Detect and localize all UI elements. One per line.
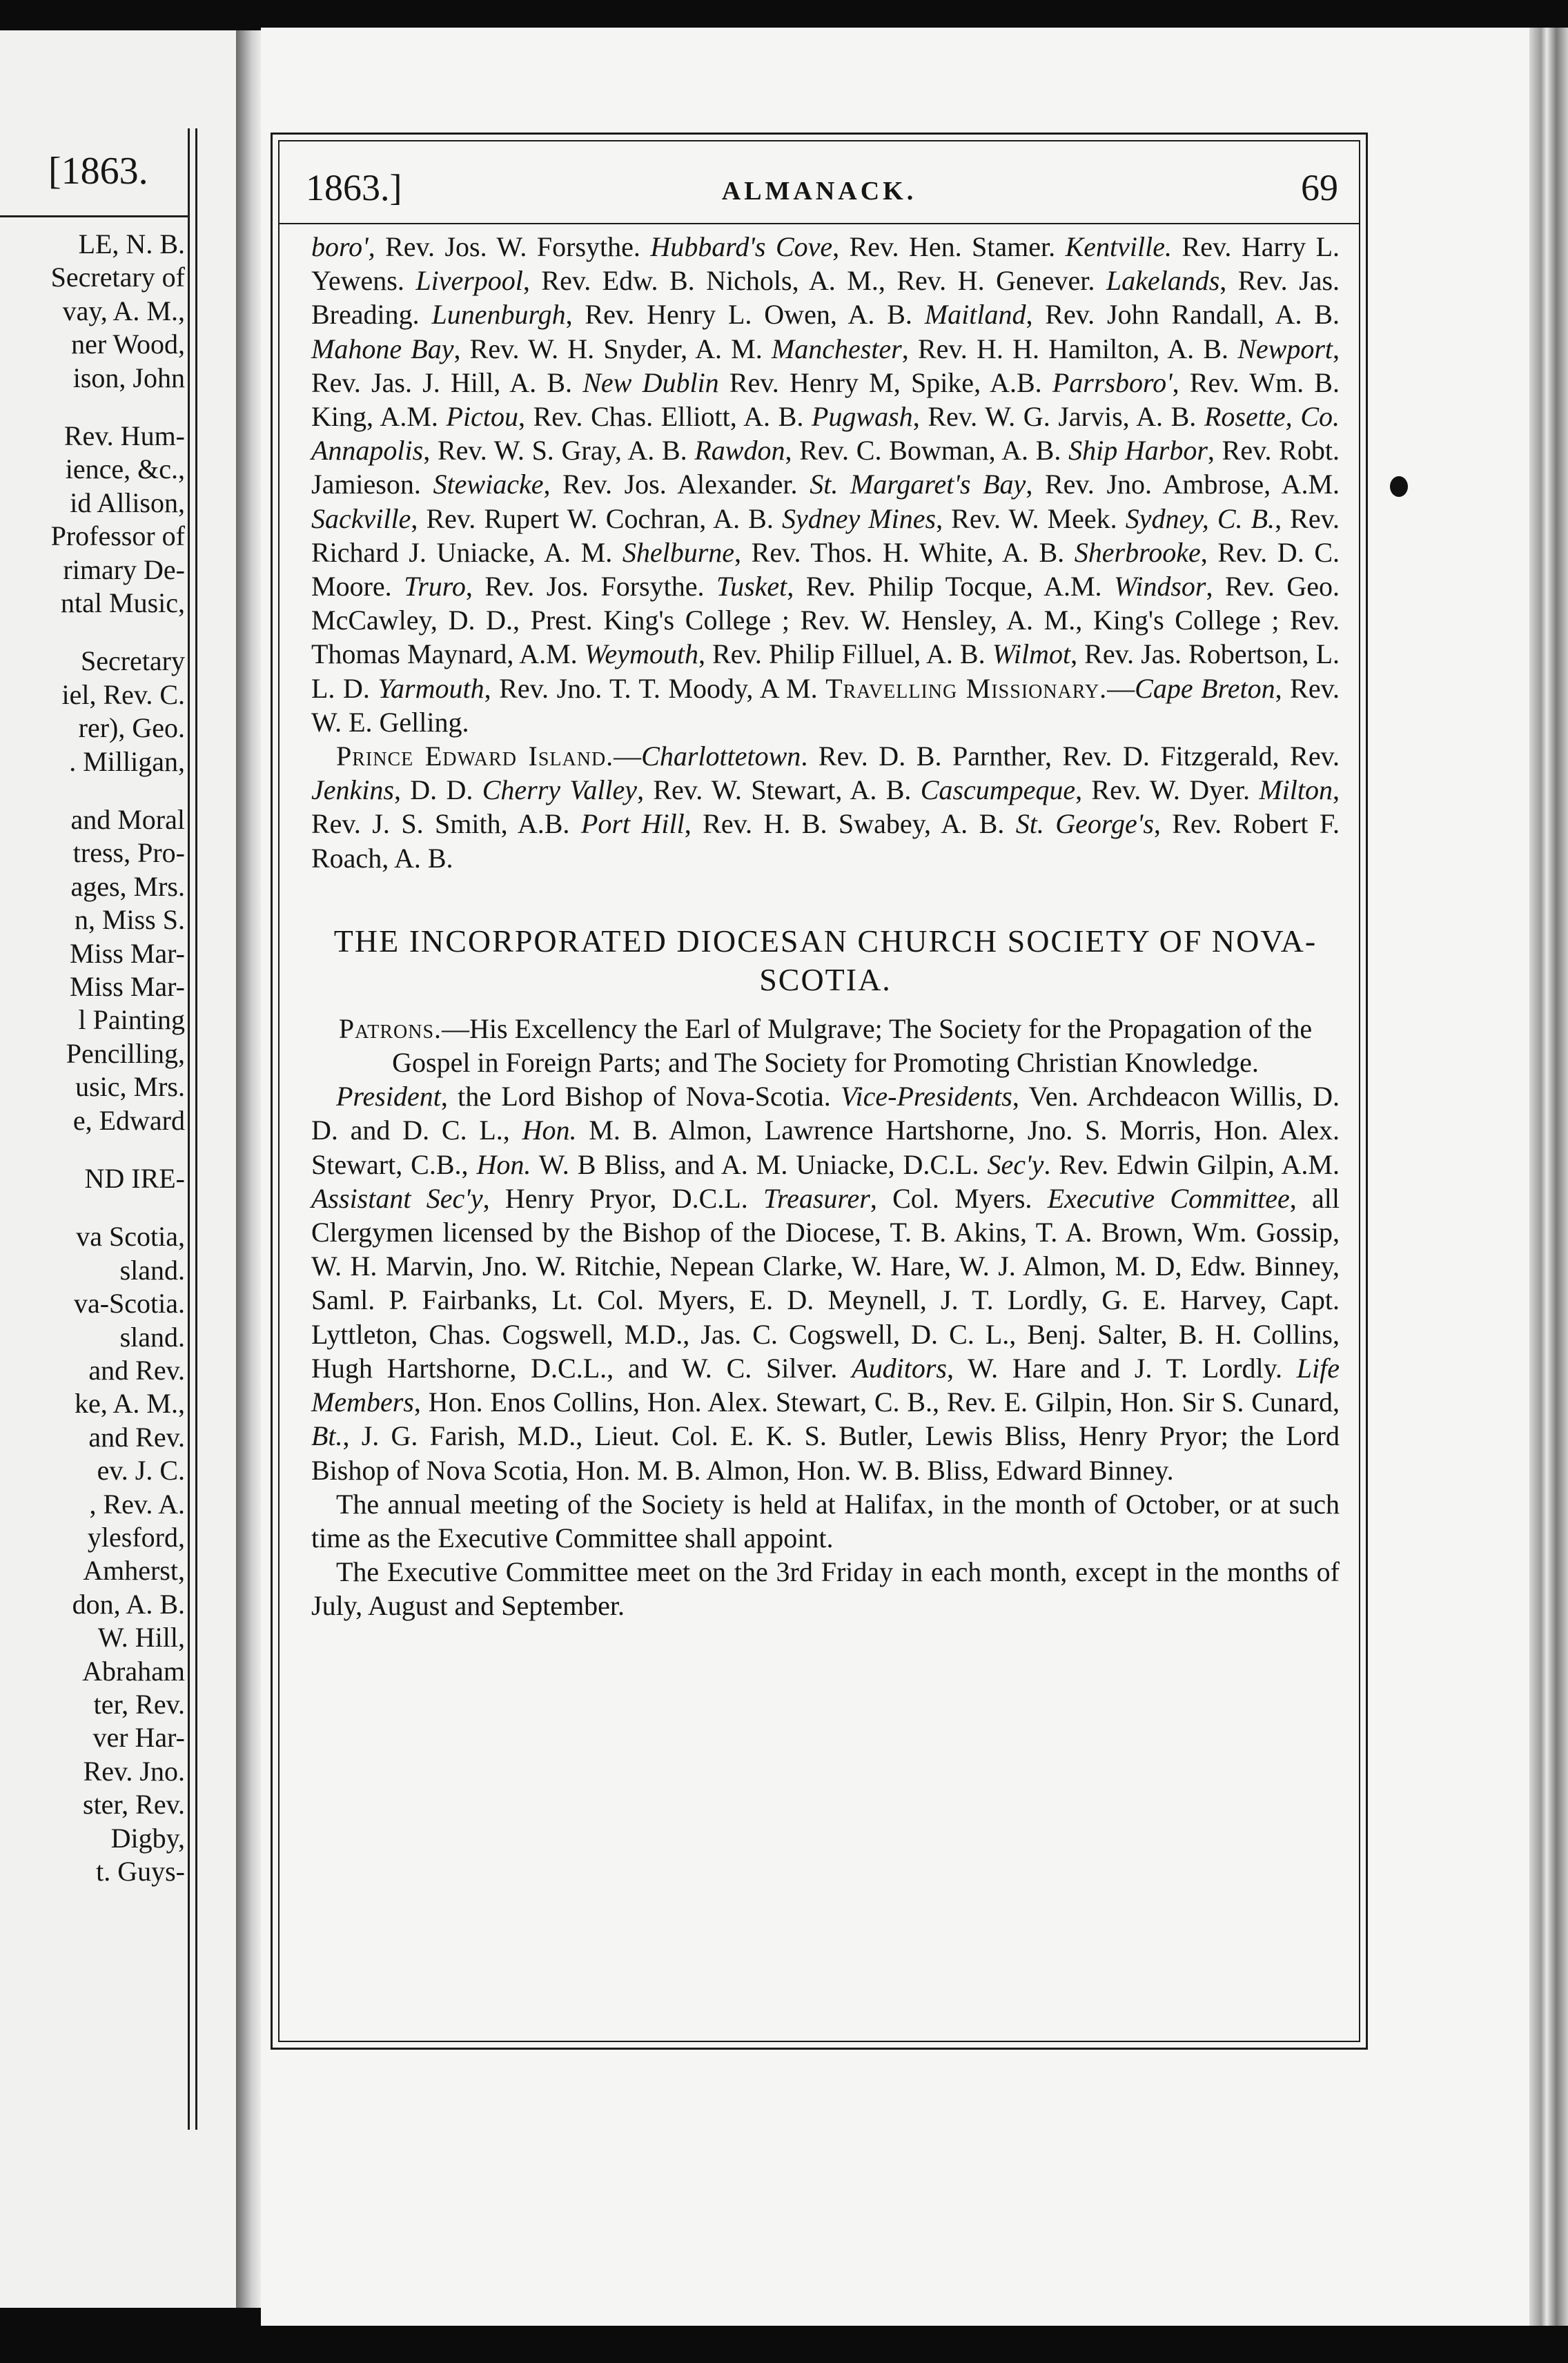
- place-name: Milton: [1259, 774, 1333, 806]
- text-run: , Rev. W. Dyer.: [1075, 774, 1260, 806]
- place-name: Rosette, Co. Annapolis: [311, 401, 1340, 467]
- place-name: Lunenburgh: [431, 299, 566, 331]
- left-page-line: Miss Mar-: [70, 937, 185, 969]
- place-name: Charlottetown: [641, 741, 801, 772]
- text-run: , Henry Pryor, D.C.L.: [482, 1182, 763, 1214]
- text-run: , the Lord Bishop of Nova-Scotia.: [440, 1081, 841, 1112]
- society-heading: THE INCORPORATED DIOCESAN CHURCH SOCIETY OF NOVA-SCOTIA.: [333, 923, 1317, 997]
- left-page-line: sland.: [119, 1254, 185, 1286]
- place-name: Pugwash: [812, 401, 913, 433]
- page-border-inner: [278, 140, 1360, 2042]
- place-name: Sydney, C. B.: [1125, 502, 1275, 534]
- place-name: Parrsboro': [1052, 366, 1173, 398]
- almanack-page: [261, 28, 1529, 2326]
- text-run: , Rev. Philip Tocque, A.M.: [787, 571, 1115, 602]
- left-page-line: Rev. Hum-: [63, 420, 185, 451]
- left-page-line: Abraham: [82, 1655, 185, 1687]
- left-page-line: ND IRE-: [84, 1163, 185, 1194]
- place-name: boro',: [311, 231, 386, 262]
- place-name: Cherry Valley: [482, 774, 638, 806]
- text-run: , Ven. Archdeacon Willis, D. D. and D. C. L.,: [311, 1081, 1340, 1146]
- place-name: Stewiacke: [433, 469, 544, 500]
- place-name: Shelburne: [622, 536, 735, 568]
- page-border-outer: [271, 133, 1368, 2050]
- place-name: Truro: [404, 571, 466, 602]
- header-rule: [280, 223, 1359, 224]
- left-facing-page: [0, 30, 236, 2308]
- place-name: Jenkins: [311, 774, 394, 806]
- place-name: Hon.: [476, 1148, 531, 1180]
- text-run: , Rev. John Randall, A. B.: [1026, 299, 1340, 331]
- left-page-line: Secretary: [80, 645, 185, 677]
- left-page-line: don, A. B.: [72, 1588, 185, 1620]
- left-page-line: Secretary of: [50, 262, 185, 293]
- place-name: President: [336, 1081, 441, 1112]
- place-name: Assistant Sec'y: [311, 1182, 483, 1214]
- left-page-line: ev. J. C.: [97, 1455, 185, 1487]
- ink-dot: [1390, 476, 1408, 497]
- pei-missions-list: [311, 739, 1340, 875]
- text-run: Rev. Henry M, Spike, A.B.: [718, 366, 1052, 398]
- place-name: Hon.: [522, 1115, 577, 1146]
- left-page-line: ylesford,: [87, 1522, 185, 1553]
- page-body: [311, 230, 1340, 1623]
- page-gutter: [236, 30, 262, 2308]
- left-page-line: tress, Pro-: [72, 837, 185, 869]
- left-page-line: usic, Mrs.: [75, 1071, 185, 1103]
- place-name: Manchester: [771, 333, 902, 364]
- left-page-line: Professor of: [50, 520, 185, 552]
- text-run: , Rev. Jas. Breading.: [311, 265, 1340, 331]
- text-run: , Rev. Jas. Robertson, L. L. D.: [311, 638, 1340, 704]
- place-name: Treasurer: [763, 1182, 870, 1214]
- left-page-line: Rev. Jno.: [83, 1755, 185, 1787]
- left-page-line: Amherst,: [83, 1555, 185, 1587]
- left-page-line: n, Miss S.: [74, 904, 185, 936]
- text-run: , J. G. Farish, M.D., Lieut. Col. E. K. S. Butler, Lewis Bliss, Henry Pryor; the Lord Bishop of Nova Scotia, Hon. M. B. Almon, Hon. W. B. Bliss, Edward Binney.: [311, 1420, 1340, 1486]
- text-run: , Rev. Jas. J. Hill, A. B.: [311, 333, 1340, 398]
- text-run: , Rev. W. S. Gray, A. B.: [423, 435, 695, 467]
- place-name: Life Members: [311, 1352, 1340, 1418]
- left-page-line: , Rev. A.: [89, 1488, 185, 1520]
- text-run: , Rev. C. Bowman, A. B.: [785, 435, 1069, 467]
- place-name: Newport: [1237, 333, 1333, 364]
- place-name: Vice-Presidents: [841, 1081, 1012, 1112]
- left-page-header: [1863.: [48, 150, 148, 193]
- place-name: St. George's: [1015, 808, 1154, 840]
- text-run: , Rev. W. Stewart, A. B.: [637, 774, 921, 806]
- society-officers: [311, 1079, 1340, 1487]
- left-page-line: e, Edward: [72, 1104, 185, 1136]
- left-page-line: va Scotia,: [76, 1221, 185, 1253]
- small-caps-label: Travelling Missionary.: [825, 672, 1108, 704]
- place-name: Hubbard's Cove: [650, 231, 833, 262]
- text-run: , Rev. J. S. Smith, A.B.: [311, 774, 1340, 840]
- text-run: —: [1107, 672, 1135, 704]
- left-page-header-rule: [0, 215, 188, 217]
- text-run: , Rev. W. Meek.: [936, 502, 1126, 534]
- text-run: , Rev. D. C. Moore.: [311, 536, 1340, 602]
- page-number: 69: [1301, 167, 1338, 208]
- place-name: Wilmot: [992, 638, 1071, 670]
- place-name: Pictou: [446, 401, 518, 433]
- left-page-line: Miss Mar-: [70, 971, 185, 1002]
- left-page-line: ver Har-: [92, 1722, 185, 1754]
- nova-scotia-missions-list: [311, 230, 1340, 739]
- text-run: , Rev. W. G. Jarvis, A. B.: [912, 401, 1204, 433]
- place-name: Port Hill: [580, 808, 685, 840]
- left-page-line: ages, Mrs.: [70, 870, 185, 902]
- text-run: W. B Bliss, and A. M. Uniacke, D.C.L.: [531, 1148, 988, 1180]
- place-name: Sherbrooke: [1074, 536, 1201, 568]
- left-page-line: and Rev.: [88, 1355, 185, 1386]
- left-page-line: iel, Rev. C.: [61, 678, 185, 710]
- left-page-line: rimary De-: [63, 553, 185, 585]
- text-run: Rev. Jos. W. Forsythe.: [385, 231, 651, 262]
- left-page-line: . Milligan,: [69, 745, 185, 777]
- place-name: Mahone Bay: [311, 333, 454, 364]
- place-name: Sec'y: [987, 1148, 1044, 1180]
- small-caps-label: Patrons.: [338, 1012, 442, 1044]
- text-run: , Rev. Thos. H. White, A. B.: [734, 536, 1075, 568]
- left-page-line: ntal Music,: [61, 587, 185, 618]
- place-name: Yarmouth: [378, 672, 484, 704]
- text-run: , Rev. Hen. Stamer.: [832, 231, 1066, 262]
- place-name: Weymouth: [584, 638, 698, 670]
- text-run: , Hon. Enos Collins, Hon. Alex. Stewart, C. B., Rev. E. Gilpin, Hon. Sir S. Cunard,: [413, 1386, 1340, 1418]
- left-page-line: ster, Rev.: [83, 1789, 185, 1821]
- left-page-line: ison, John: [72, 362, 185, 393]
- place-name: Bt.: [311, 1420, 343, 1452]
- text-run: , Rev. Wm. B. King, A.M.: [311, 366, 1340, 433]
- place-name: St. Margaret's Bay: [810, 469, 1026, 500]
- header-title: ALMANACK.: [721, 177, 917, 206]
- text-run: , Rev. Jos. Forsythe.: [465, 571, 717, 602]
- text-run: , Rev. W. H. Snyder, A. M.: [453, 333, 772, 364]
- place-name: Auditors: [852, 1352, 947, 1384]
- text-run: , Rev. Edw. B. Nichols, A. M., Rev. H. Genever.: [522, 265, 1106, 297]
- place-name: New Dublin: [582, 366, 719, 398]
- committee-meeting-note: The Executive Committee meet on the 3rd Friday in each month, except in the months of July, August and September.: [311, 1556, 1340, 1622]
- left-page-line: rer), Geo.: [78, 712, 185, 744]
- place-name: Ship Harbor: [1068, 435, 1208, 467]
- left-page-line: l Painting: [78, 1004, 185, 1036]
- text-run: —: [614, 741, 642, 772]
- left-page-line: t. Guys-: [96, 1856, 185, 1887]
- text-run: —His Excellency the Earl of Mulgrave; The Society for the Propagation of the Gospel in Foreign Parts; and The Society for Promoting Christian Knowledge.: [392, 1012, 1313, 1079]
- text-run: , Rev. Henry L. Owen, A. B.: [565, 299, 925, 331]
- left-page-line: ter, Rev.: [93, 1689, 185, 1720]
- left-page-line: ner Wood,: [71, 329, 185, 360]
- text-run: , W. Hare and J. T. Lordly.: [946, 1352, 1297, 1384]
- small-caps-label: Prince Edward Island.: [336, 741, 614, 772]
- text-run: , Rev. H. B. Swabey, A. B.: [684, 808, 1016, 840]
- place-name: Tusket: [716, 571, 787, 602]
- text-run: , Rev. W. E. Gelling.: [311, 672, 1340, 738]
- text-run: , Rev. Robert F. Roach, A. B.: [311, 808, 1340, 874]
- text-run: , D. D.: [393, 774, 482, 806]
- left-page-line: ience, &c.,: [65, 453, 185, 485]
- text-run: , Rev. Robt. Jamieson.: [311, 435, 1340, 500]
- place-name: Maitland: [924, 299, 1026, 331]
- text-run: , Rev. Richard J. Uniacke, A. M.: [311, 502, 1340, 568]
- place-name: Rawdon: [694, 435, 785, 467]
- place-name: Liverpool: [415, 265, 523, 297]
- text-run: , Rev. H. H. Hamilton, A. B.: [901, 333, 1238, 364]
- left-page-line: LE, N. B.: [78, 228, 185, 259]
- text-run: . Rev. D. B. Parnther, Rev. D. Fitzgerald, Rev.: [801, 741, 1340, 772]
- running-header: [286, 166, 1352, 215]
- place-name: Sackville: [311, 502, 411, 534]
- text-run: , Rev. Chas. Elliott, A. B.: [518, 401, 812, 433]
- society-patrons: [311, 1012, 1340, 1079]
- text-run: Rev. Harry L. Yewens.: [311, 231, 1340, 297]
- text-run: , Rev. Jno. T. T. Moody, A M.: [484, 672, 826, 704]
- place-name: Cape Breton: [1135, 672, 1275, 704]
- page-edges: [1529, 28, 1568, 2326]
- place-name: Executive Committee: [1047, 1182, 1290, 1214]
- text-run: , all Clergymen licensed by the Bishop of the Diocese, T. B. Akins, T. A. Brown, Wm. Gossip, W. H. Marvin, Jno. W. Ritchie, Nepean Clarke, W. Hare, W. J. Almon, M. D, Edw. Binney, Saml. P. Fairbanks, Lt. Col. Myers, E. D. Meynell, J. T. Lordly, G. E. Harvey, Capt. Lyttleton, Chas. Cogswell, M.D., Jas. C. Cogswell, D. C. L., Benj. Salter, B. H. Collins, Hugh Hartshorne, D.C.L., and W. C. Silver.: [311, 1182, 1340, 1384]
- left-page-line: and Rev.: [88, 1421, 185, 1453]
- header-year: 1863.]: [306, 167, 402, 208]
- place-name: Cascumpeque: [920, 774, 1076, 806]
- left-page-line: W. Hill,: [97, 1622, 185, 1654]
- place-name: Lakelands: [1106, 265, 1220, 297]
- text-run: , Rev. Jno. Ambrose, A.M.: [1026, 469, 1340, 500]
- place-name: Sydney Mines: [781, 502, 937, 534]
- text-run: . Rev. Edwin Gilpin, A.M.: [1043, 1148, 1340, 1180]
- left-page-line: and Moral: [70, 804, 185, 835]
- place-name: Kentville.: [1065, 231, 1173, 262]
- text-run: , Rev. Geo. McCawley, D. D., Prest. King's College ; Rev. W. Hensley, A. M., King's College ; Rev. Thomas Maynard, A.M.: [311, 571, 1340, 670]
- left-page-line: Pencilling,: [66, 1037, 185, 1069]
- left-page-line: vay, A. M.,: [62, 295, 185, 326]
- left-page-line: id Allison,: [70, 487, 185, 518]
- text-run: , Col. Myers.: [870, 1182, 1048, 1214]
- text-run: , Rev. Rupert W. Cochran, A. B.: [411, 502, 782, 534]
- left-page-line: sland.: [119, 1321, 185, 1353]
- annual-meeting-note: The annual meeting of the Society is held at Halifax, in the month of October, or at such time as the Executive Committee shall appoint.: [311, 1488, 1340, 1553]
- left-page-line: ke, A. M.,: [75, 1388, 185, 1420]
- text-run: , Rev. Jos. Alexander.: [543, 469, 810, 500]
- text-run: M. B. Almon, Lawrence Hartshorne, Jno. S. Morris, Hon. Alex. Stewart, C.B.,: [311, 1115, 1340, 1180]
- left-page-line: va-Scotia.: [73, 1288, 185, 1320]
- text-run: , Rev. Philip Filluel, A. B.: [698, 638, 992, 670]
- place-name: Windsor: [1114, 571, 1206, 602]
- left-page-line: Digby,: [110, 1822, 185, 1854]
